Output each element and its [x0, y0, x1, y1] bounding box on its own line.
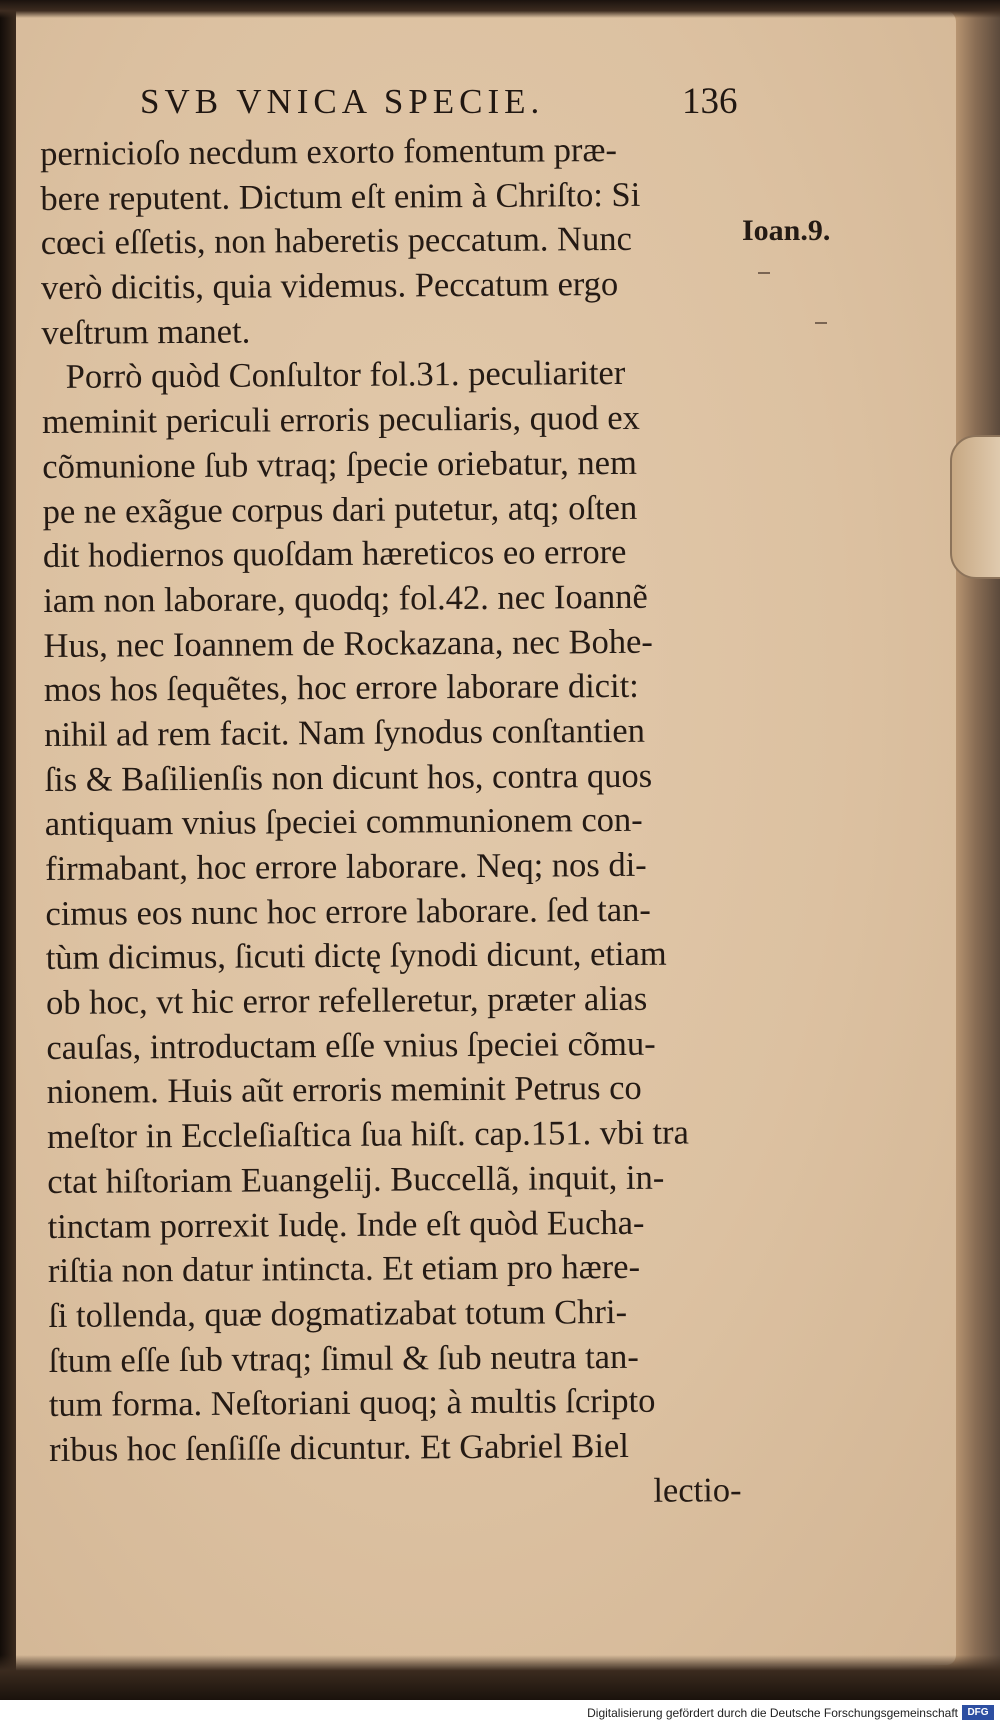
text-line: tùm dicimus, ſicuti dictę ſynodi dicunt, etiam	[45, 935, 667, 978]
text-line: nionem. Huis aũt erroris meminit Petrus co	[46, 1069, 642, 1112]
text-line: ſi tollenda, quæ dogmatizabat totum Chri-	[48, 1292, 628, 1335]
text-line: tum forma. Neſtoriani quoq; à multis ſcripto	[48, 1381, 656, 1425]
text-line: cœci eſſetis, non haberetis peccatum. Nunc	[40, 220, 632, 263]
top-shadow	[0, 0, 1000, 18]
footer-credit: Digitalisierung gefördert durch die Deutsche Forschungsgemeinschaft	[587, 1706, 958, 1720]
marginal-note: Ioan.9.	[742, 214, 831, 247]
text-line: meſtor in Eccleſiaſtica ſua hiſt. cap.151. vbi tra	[46, 1113, 689, 1157]
text-line: Hus, nec Ioannem de Rockazana, nec Bohe-	[43, 622, 653, 665]
text-line: ob hoc, vt hic error refelleretur, præter alias	[45, 979, 648, 1023]
text-line: dit hodiernos quoſdam hæreticos eo errore	[42, 533, 627, 576]
text-line: firmabant, hoc errore laborare. Neq; nos di-	[45, 845, 647, 888]
text-line: pe ne exãgue corpus dari putetur, atq; oſten	[42, 488, 638, 531]
page-number: 136	[682, 81, 738, 122]
text-line: antiquam vnius ſpeciei communionem con-	[44, 801, 643, 844]
bottom-shadow	[0, 1655, 1000, 1700]
page-tab-marker	[950, 435, 1000, 579]
text-line: meminit periculi erroris peculiaris, quod ex	[41, 398, 640, 442]
text-line: ſis & Baſilienſis non dicunt hos, contra quos	[44, 756, 653, 799]
text-line: pernicioſo necdum exorto fomentum præ-	[40, 130, 618, 173]
text-line: veſtrum manet.	[41, 312, 251, 352]
text-line: lectio-	[653, 1470, 742, 1510]
text-line: ribus hoc ſenſiſſe dicuntur. Et Gabriel Biel	[49, 1426, 629, 1469]
text-line: cimus eos nunc hoc errore laborare. ſed tan-	[45, 890, 651, 933]
text-line: ſtum eſſe ſub vtraq; ſimul & ſub neutra tan-	[48, 1337, 639, 1380]
text-line: nihil ad rem facit. Nam ſynodus conſtantien	[44, 711, 646, 754]
running-title: SVB VNICA SPECIE.	[140, 82, 545, 121]
digitization-footer	[0, 1700, 1000, 1727]
text-line: bere reputent. Dictum eſt enim à Chriſto: Si	[40, 175, 641, 218]
text-line: cõmunione ſub vtraq; ſpecie oriebatur, nem	[42, 443, 637, 486]
text-line: cauſas, introductam eſſe vnius ſpeciei cõmu-	[46, 1024, 656, 1067]
text-line: iam non laborare, quodq; fol.42. nec Ioannẽ	[43, 577, 648, 620]
text-line: ctat hiſtoriam Euangelij. Buccellã, inquit, in-	[47, 1158, 665, 1201]
body-text	[40, 127, 750, 1517]
margin-mark	[758, 272, 770, 274]
text-line: Porrò quòd Conſultor fol.31. peculiariter	[65, 354, 626, 397]
dfg-logo: DFG	[962, 1705, 994, 1720]
text-line: riſtia non datur intincta. Et etiam pro hære-	[47, 1248, 641, 1291]
margin-mark	[815, 322, 827, 324]
text-line: tinctam porrexit Iudę. Inde eſt quòd Eucha-	[47, 1203, 645, 1246]
text-line: verò dicitis, quia videmus. Peccatum ergo	[40, 265, 619, 308]
text-line: mos hos ſequẽtes, hoc errore laborare dicit:	[43, 667, 639, 710]
book-spine-edge	[0, 0, 16, 1700]
